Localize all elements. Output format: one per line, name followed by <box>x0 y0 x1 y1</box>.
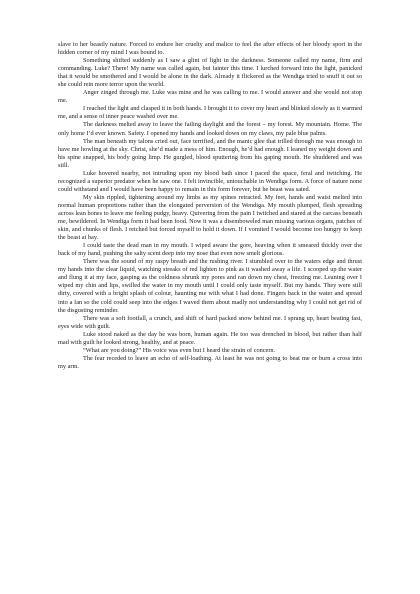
paragraph: The fear receded to leave an echo of self-loathing. At least he was not going to beat me or burn a cross into my arm. <box>58 354 362 370</box>
paragraph: slave to her beastly nature. Forced to endure her cruelty and malice to feel the after effects of her bloody sport in the hidden corner of my mind I was bound to. <box>58 41 362 57</box>
paragraph: Luke hovered nearby, not intruding upon my blood bath since I paced the space, feral and twitching. He recognized a superior predator when he saw one. I felt invincible, untouchable in Wendiga form. A force of nature none could withstand and I would have been happy to remain in this form forever, but he beast was sated. <box>58 169 362 193</box>
paragraph: The man beneath my talons cried out, face terrified, and the manic glee that trilled through me was enough to have me howling at the sky. Christ, she’d made a mess of him. Enough, he’d had enough. I leaned my weight down and his spine snapped, his body going limp. He gurgled, blood sputtering from his gaping mouth. He shuddered and was still. <box>58 137 362 169</box>
paragraph: “What are you doing?” His voice was even but I heard the strain of concern. <box>83 346 276 354</box>
paragraph: There was a soft footfall, a crunch, and shift of hard packed snow behind me. I sprang up, heart beating fast, eyes wide with guilt. <box>58 314 362 330</box>
paragraph: There was the sound of my raspy breath and the rushing river. I stumbled over to the waters edge and thrust my hands into the clear liquid, watching streaks of red lighten to pink as it washed away a life. I scooped up the water and flung it at my face, gasping as the coldness shrunk my pores and ran down my chest, freezing me. Leaning over I wiped my chin and lips, swilled the water in my mouth until I could only taste myself. But my hands. They were still dirty, covered with a bright splash of colour, haunting me with what I had done. Fingers back in the water and spread into a fan so the cold could seep into the edges I waved them about madly not understanding why I could not get rid of the disgusting reminder. <box>58 258 362 314</box>
paragraph: Anger zinged through me. Luke was mine and he was calling to me. I would answer and she would not stop me. <box>58 89 362 105</box>
paragraph: Something shifted suddenly as I saw a glint of light in the darkness. Someone called my name, firm and commanding. Luke? There! My name was called again, but fainter this time. I lurched forward into the light, panicked that it would be smothered and I would be alone in the dark. Already it flickered as the Wendiga tried to snuff it out so she could rein more terror upon the world. <box>58 57 362 89</box>
paragraph: I reached the light and clasped it in both hands. I brought it to cover my heart and blinked slowly as it warmed me, and a sense of inner peace washed over me. <box>58 105 362 121</box>
paragraph: The darkness melted away to leave the failing daylight and the forest – my forest. My mountain. Home. The only home I’d ever known. Safety. I opened my hands and looked down on my claws, my pale blue palms. <box>58 121 362 137</box>
paragraph: My skin rippled, tightening around my limbs as my spines retracted. My feet, hands and waist melted into normal human proportions rather than the elongated perversion of the Wendiga. My mouth plumped, flesh spreading across lean bones to leave me feeling pudgy, heavy. Quivering from the pain I twitched and stared at the carcass beneath me, bewildered. In Wendiga form it had been food. Now it was a disemboweled man missing various organs, patches of skin, and chunks of flesh. I retched but forced myself to hold it down. If I vomited I would become too hungry to keep the beast at bay. <box>58 193 362 242</box>
paragraph: I could taste the dead man in my mouth. I wiped aware the gore, heaving when it smeared thickly over the back of my hand, pushing the salty scent deep into my nose that even now smelt glorious. <box>58 242 362 258</box>
paragraph: Luke stood naked as the day he was born, human again. He too was drenched in blood, but rather than half mad with guilt he looked strong, healthy, and at peace. <box>58 330 362 346</box>
